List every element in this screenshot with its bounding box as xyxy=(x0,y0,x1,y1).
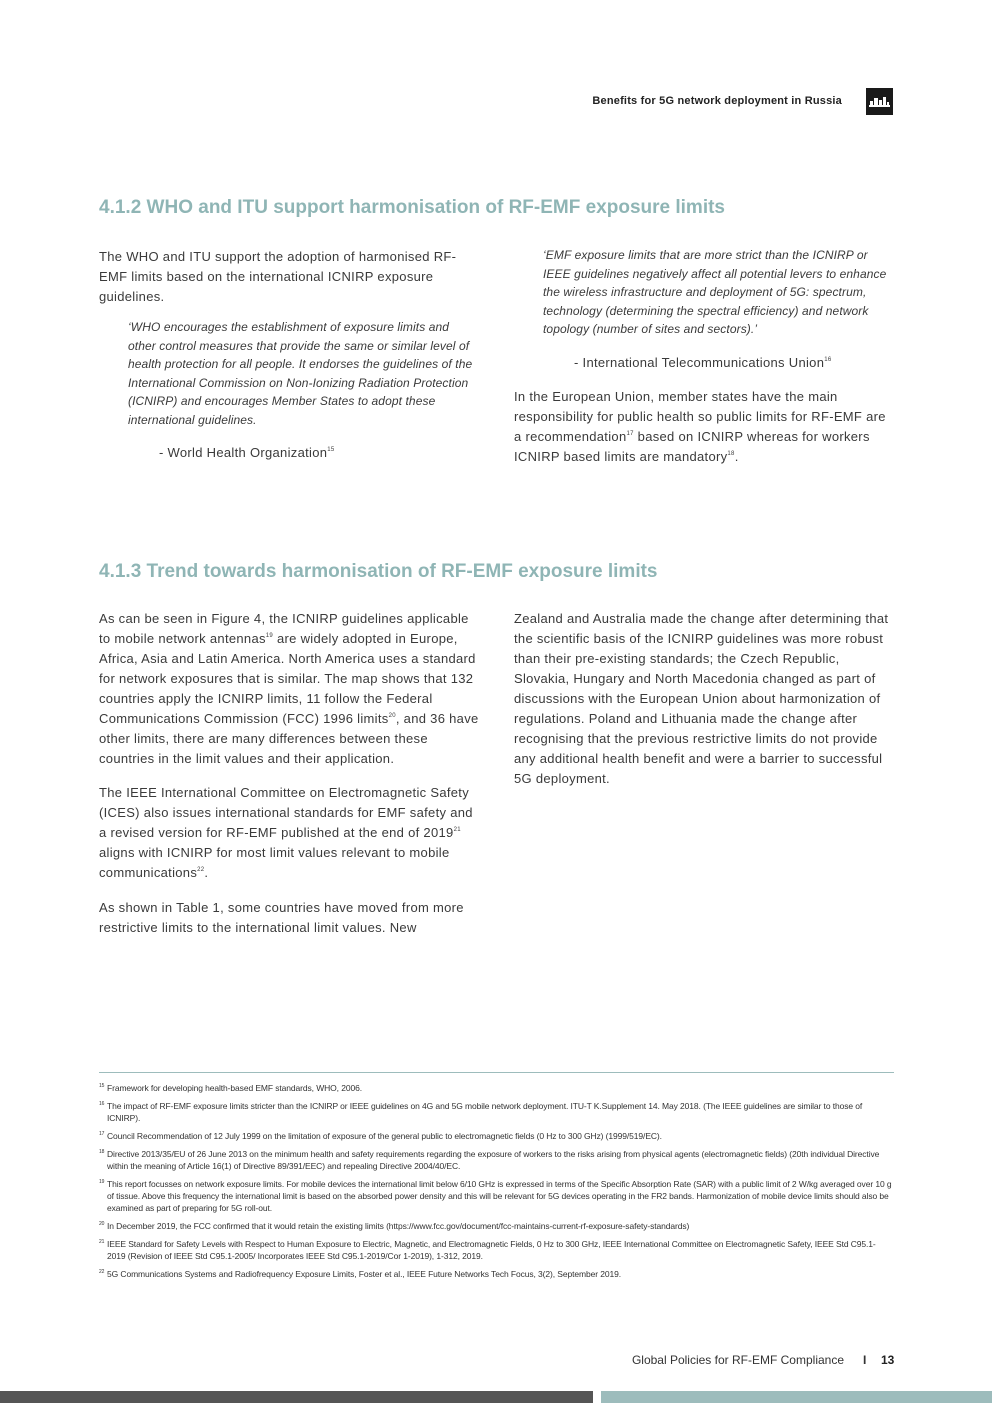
footnote xyxy=(99,1220,894,1232)
footnote-number: 16 xyxy=(99,1101,105,1107)
footer-document-title: Global Policies for RF-EMF Compliance xyxy=(631,1353,844,1367)
footer-bar-dark xyxy=(0,1391,593,1403)
footnote-number: 20 xyxy=(99,1221,105,1227)
body-paragraph: As can be seen in Figure 4, the ICNIRP guidelines applicable to mobile network antennas$^{19}$ are widely adopted in Europe, Africa, Asia and Latin America. North America uses a standard for network exposures that is similar. The map shows that 132 countries apply the ICNIRP limits, 11 follow the Federal Communications Commission (FCC) 1996 limits$^{20}$, and 36 have other limits, there are many differences between these countries in the limit values and their application. xyxy=(99,611,479,766)
footnote-number: 22 xyxy=(99,1269,105,1275)
section-4-1-2-right-column xyxy=(514,246,894,467)
itu-attribution: - International Telecommunications Union$^{16}$ xyxy=(574,354,832,370)
publisher-logo xyxy=(866,88,893,115)
section-heading-4-1-3: 4.1.3 Trend towards harmonisation of RF-EMF exposure limits xyxy=(99,561,658,582)
body-paragraph: Zealand and Australia made the change after determining that the scientific basis of the ICNIRP guidelines was more robust than their pre-existing standards; the Czech Republic, Slovakia, Hungary and North Macedonia changed as part of discussions with the European Union about harmonization of regulations. Poland and Lithuania made the change after recognising that the previous restrictive limits do not provide any additional health benefit and were a barrier to successful 5G deployment. xyxy=(514,611,889,786)
running-header: Benefits for 5G network deployment in Russia xyxy=(592,95,842,107)
section-heading-4-1-2: 4.1.2 WHO and ITU support harmonisation of RF-EMF exposure limits xyxy=(99,197,725,218)
footnote-text: This report focusses on network exposure limits. For mobile devices the international limit below 6/10 GHz is expressed in terms of the Specific Absorption Rate (SAR) with a public limit of 2 W/kg averaged over 10 g of tissue. Above this frequency the international limit is based on the absorbed power density and this will be relevant for 5G devices operating in the FR2 bands. Harmonization of mobile device limits should also be examined as part of preparing for 5G roll-out. xyxy=(107,1179,892,1213)
itu-quote: ‘EMF exposure limits that are more strict than the ICNIRP or IEEE guidelines negatively affect all potential levers to enhance the wireless infrastructure and deployment of 5G: spectrum, technology (determining the spectral efficiency) and network topology (number of sites and sectors).’ xyxy=(543,248,887,336)
footnote-text: The impact of RF-EMF exposure limits stricter than the ICNIRP or IEEE guidelines on 4G and 5G mobile network deployment. ITU-T K.Supplement 14. May 2018. (The IEEE guidelines are similar to those of ICNIRP). xyxy=(107,1101,863,1123)
section-4-1-3-right-column xyxy=(514,609,894,789)
footnote-ref[interactable]: 20 xyxy=(388,713,396,719)
footnote xyxy=(99,1178,894,1214)
footnote-ref[interactable]: 17 xyxy=(626,430,634,437)
footnote-text: Council Recommendation of 12 July 1999 on the limitation of exposure of the general public to electromagnetic fields (0 Hz to 300 GHz) (1999/519/EC). xyxy=(107,1131,662,1141)
footnote-text: Directive 2013/35/EU of 26 June 2013 on the minimum health and safety requirements regarding the exposure of workers to the risks arising from physical agents (electromagnetic fields) (20th individual Directive within the meaning of Article 16(1) of Directive 89/391/EEC) and repealing Directive 2004/40/EC. xyxy=(107,1149,880,1171)
footnote-number: 15 xyxy=(99,1083,105,1089)
footnote xyxy=(99,1148,894,1172)
footnote-divider xyxy=(99,1072,894,1073)
footnote-ref[interactable]: 19 xyxy=(265,633,274,639)
eu-paragraph: In the European Union, member states have the main responsibility for public health so public limits for RF-EMF are a recommendation$^{17}$ based on ICNIRP whereas for workers ICNIRP based limits are mandatory$^{18}$. xyxy=(514,388,886,464)
footer-bar-teal xyxy=(601,1391,992,1403)
footnote-number: 17 xyxy=(99,1131,105,1137)
footnote xyxy=(99,1130,894,1142)
footnote-ref[interactable]: 16 xyxy=(824,356,832,363)
footnote-text: 5G Communications Systems and Radiofrequency Exposure Limits, Foster et al., IEEE Future Networks Tech Focus, 3(2), September 2019. xyxy=(107,1269,621,1279)
footnote-ref[interactable]: 15 xyxy=(327,447,335,453)
footnote-ref[interactable]: 21 xyxy=(453,827,461,833)
intro-paragraph: The WHO and ITU support the adoption of harmonised RF-EMF limits based on the international ICNIRP exposure guidelines. xyxy=(99,249,457,304)
footnote-ref[interactable]: 22 xyxy=(197,867,205,873)
footnote-number: 18 xyxy=(99,1149,105,1155)
section-4-1-3-left-column xyxy=(99,609,479,938)
footnote xyxy=(99,1082,894,1094)
footer-separator: I xyxy=(863,1353,867,1367)
footnote-ref[interactable]: 18 xyxy=(727,450,735,457)
who-quote: ‘WHO encourages the establishment of exposure limits and other control measures that provide the same or similar level of health protection for all people. It endorses the guidelines of the International Commission on Non-Ionizing Radiation Protection (ICNIRP) and encourages Member States to adopt these international guidelines. xyxy=(128,320,473,427)
footnote-number: 21 xyxy=(99,1239,105,1245)
who-attribution: - World Health Organization$^{15}$ xyxy=(159,445,335,460)
footnote-number: 19 xyxy=(99,1179,105,1185)
footnotes xyxy=(99,1082,894,1286)
body-paragraph: The IEEE International Committee on Electromagnetic Safety (ICES) also issues international standards for EMF safety and a revised version for RF-EMF published at the end of 2019$^{21}$ aligns with ICNIRP for most limit values relevant to mobile communications$^{22}$. xyxy=(99,785,473,880)
footnote-text: Framework for developing health-based EMF standards, WHO, 2006. xyxy=(107,1083,362,1093)
footnote xyxy=(99,1238,894,1262)
body-paragraph: As shown in Table 1, some countries have moved from more restrictive limits to the international limit values. New xyxy=(99,900,464,935)
footnote-text[interactable]: In December 2019, the FCC confirmed that it would retain the existing limits (https://www.fcc.gov/document/fcc-maintains-current-rf-exposure-safety-standards) xyxy=(107,1221,690,1231)
footnote-text: IEEE Standard for Safety Levels with Respect to Human Exposure to Electric, Magnetic, and Electromagnetic Fields, 0 Hz to 300 GHz, IEEE International Committee on Electromagnetic Safety, IEEE Std C95.1-2019 (Revision of IEEE Std C95.1-2005/ Incorporates IEEE Std C95.1-2019/Cor 1-2019), 1-312, 2019. xyxy=(107,1239,876,1261)
footnote xyxy=(99,1100,894,1124)
footnote xyxy=(99,1268,894,1280)
page-number: 13 xyxy=(881,1353,895,1367)
section-4-1-2-left-column xyxy=(99,247,479,463)
skyline-icon xyxy=(866,88,893,115)
